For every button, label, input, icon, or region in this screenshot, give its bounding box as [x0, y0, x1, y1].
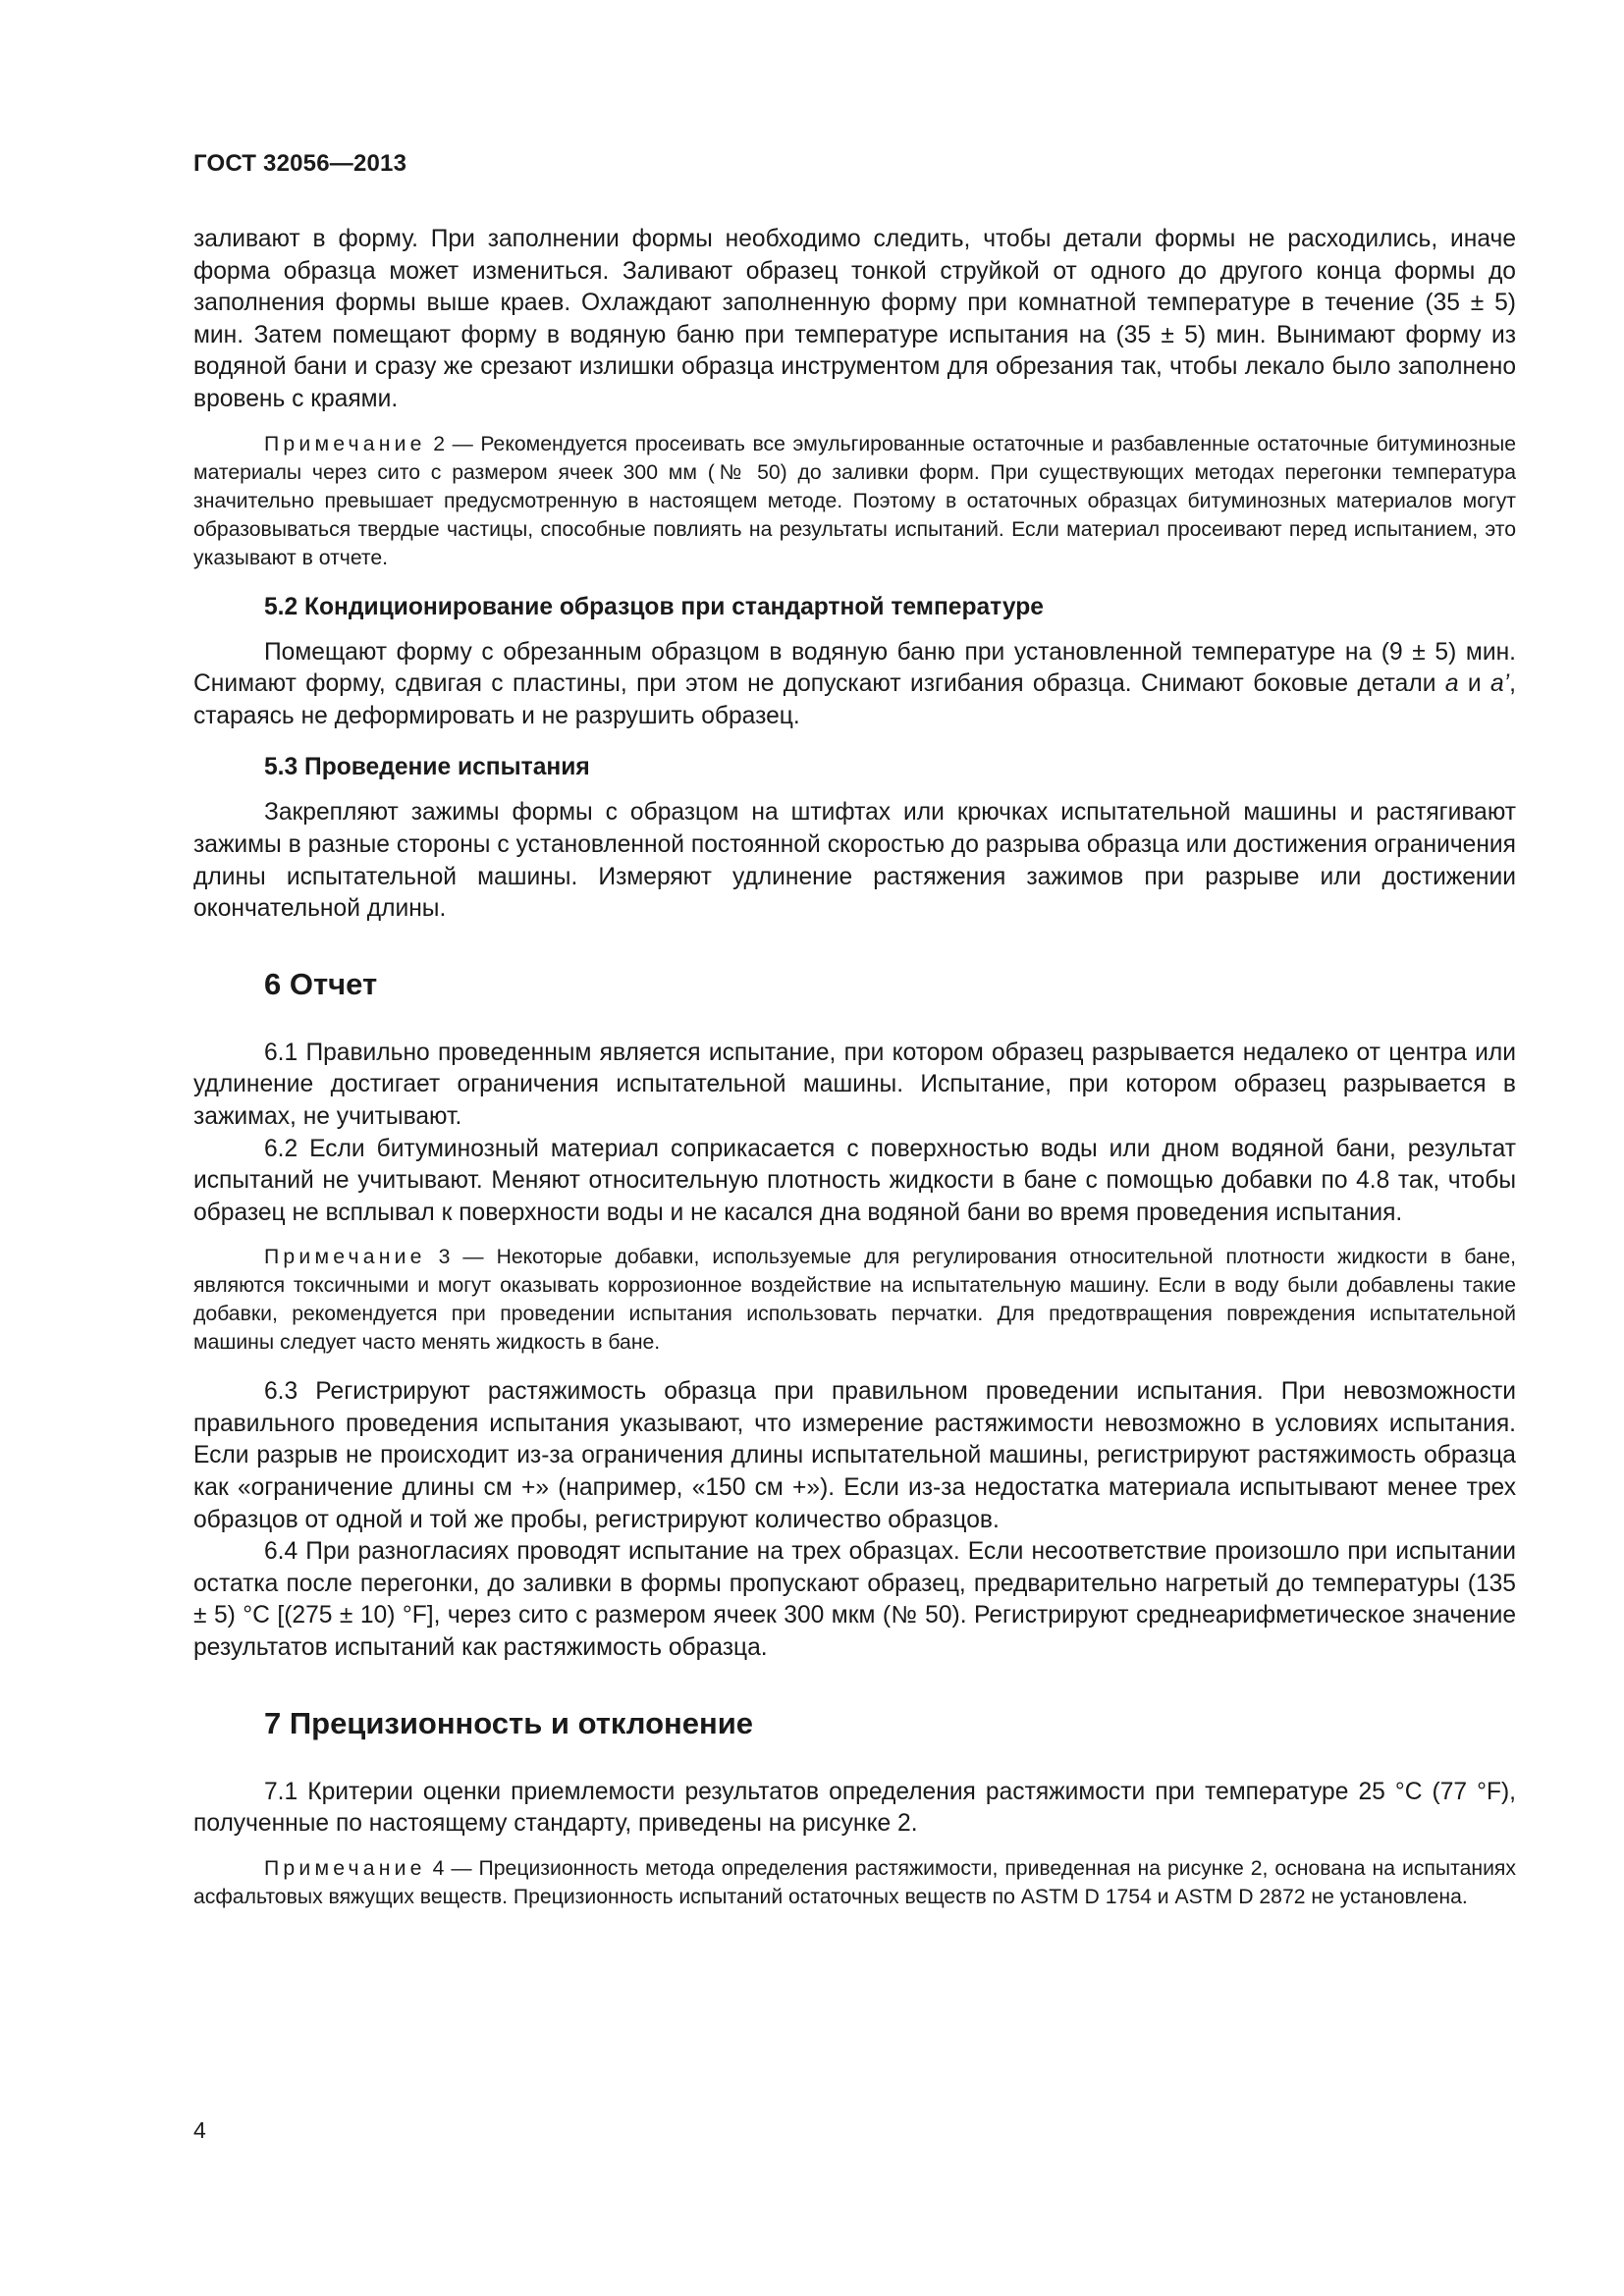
intro-paragraph: заливают в форму. При заполнении формы необходимо следить, чтобы детали формы не расходились, иначе форма образца может измениться. Заливают образец тонкой струйкой от одного до другого конца формы до заполнения формы выше краев. Охлаждают заполненную форму при комнатной температуре в течение (35 ± 5) мин. Затем помещают форму в водяную баню при температуре испытания на (35 ± 5) мин. Вынимают форму из водяной бани и сразу же срезают излишки образца инструментом для обрезания так, чтобы лекало было заполнено вровень с краями.	[193, 226, 1516, 412]
clause-6-4: 6.4 При разногласиях проводят испытание на трех образцах. Если несоответствие произошло при испытании остатка после перегонки, до заливки в формы пропускают образец, предварительно нагретый до температуры (135 ± 5) °С [(275 ± 10) °F], через сито с размером ячеек 300 мкм (№ 50). Регистрируют среднеарифметическое значение результатов испытаний как растяжимость образца.	[193, 1538, 1516, 1662]
note-3	[193, 1243, 1516, 1357]
clause-6-1: 6.1 Правильно проведенным является испытание, при котором образец разрывается недалеко от центра или удлинение достигает ограничения испытательной машины. Испытание, при котором образец разрывается в зажимах, не учитывают.	[193, 1039, 1516, 1130]
note-4-label: Примечание	[264, 1856, 426, 1880]
page-number: 4	[193, 2117, 206, 2143]
variable-a-prime: а’	[1490, 670, 1510, 698]
document-page	[193, 0, 1516, 2296]
document-body	[193, 224, 1516, 1911]
section-5-3-heading: 5.3 Проведение испытания	[264, 754, 590, 781]
section-7-heading: 7 Прецизионность и отклонение	[264, 1705, 754, 1740]
note-4	[193, 1854, 1516, 1911]
conjunction: и	[1458, 670, 1490, 698]
section-5-2-text: Помещают форму с обрезанным образцом в водяную баню при установленной температуре на (9 ± 5) мин. Снимают форму, сдвигая с пластины, при этом не допускают изгибания образца. Снимают боковые детали	[193, 638, 1516, 698]
clause-6-2: 6.2 Если битуминозный материал соприкасается с поверхностью воды или дном водяной бани, результат испытаний не учитывают. Меняют относительную плотность жидкости в бане с помощью добавки по 4.8 так, чтобы образец не всплывал к поверхности воды и не касался дна водяной бани во время проведения испытания.	[193, 1135, 1516, 1226]
note-2	[193, 430, 1516, 572]
variable-a: а	[1444, 670, 1459, 698]
section-5-2-heading: 5.2 Кондиционирование образцов при стандартной температуре	[264, 593, 1044, 620]
note-3-label: Примечание	[264, 1246, 426, 1269]
section-6-heading: 6 Отчет	[264, 966, 378, 1001]
note-2-body: 2 — Рекомендуется просеивать все эмульгированные остаточные и разбавленные остаточные битуминозные материалы через сито с размером ячеек 300 мм (№ 50) до заливки форм. При существующих методах перегонки температура значительно превышает предусмотренную в настоящем методе. Поэтому в остаточных образцах битуминозных материалов могут образовываться твердые частицы, способные повлиять на результаты испытаний. Если материал просеивают перед испытанием, это указывают в отчете.	[193, 432, 1516, 569]
note-4-body: 4 — Прецизионность метода определения растяжимости, приведенная на рисунке 2, основана на испытаниях асфальтовых вяжущих веществ. Прецизионность испытаний остаточных веществ по ASTM D 1754 и ASTM D 2872 не установлена.	[193, 1856, 1516, 1908]
note-3-body: 3 — Некоторые добавки, используемые для регулирования относительной плотности жидкости в бане, являются токсичными и могут оказывать коррозионное воздействие на испытательную машину. Если в воду были добавлены такие добавки, рекомендуется при проведении испытания использовать перчатки. Для предотвращения повреждения испытательной машины следует часто менять жидкость в бане.	[193, 1246, 1516, 1355]
clause-7-1: 7.1 Критерии оценки приемлемости результатов определения растяжимости при температуре 25 °С (77 °F), полученные по настоящему стандарту, приведены на рисунке 2.	[193, 1778, 1516, 1838]
section-5-3-paragraph: Закрепляют зажимы формы с образцом на штифтах или крючках испытательной машины и растягивают зажимы в разные стороны с установленной постоянной скоростью до разрыва образца или достижения ограничения длины испытательной машины. Измеряют удлинение растяжения зажимов при разрыве или достижении окончательной длины.	[193, 799, 1516, 923]
section-5-2-text-end: , стараясь не деформировать и не разрушить образец.	[193, 670, 1516, 729]
document-header: ГОСТ 32056—2013	[193, 150, 407, 177]
section-5-2-paragraph	[193, 637, 1516, 733]
note-2-label: Примечание	[264, 432, 426, 455]
clause-6-3: 6.3 Регистрируют растяжимость образца при правильном проведении испытания. При невозможности правильного проведения испытания указывают, что измерение растяжимости невозможно в условиях испытания. Если разрыв не происходит из-за ограничения длины испытательной машины, регистрируют растяжимость образца как «ограничение длины см +» (например, «150 см +»). Если из-за недостатка материала испытывают менее трех образцов от одной и той же пробы, регистрируют количество образцов.	[193, 1378, 1516, 1533]
